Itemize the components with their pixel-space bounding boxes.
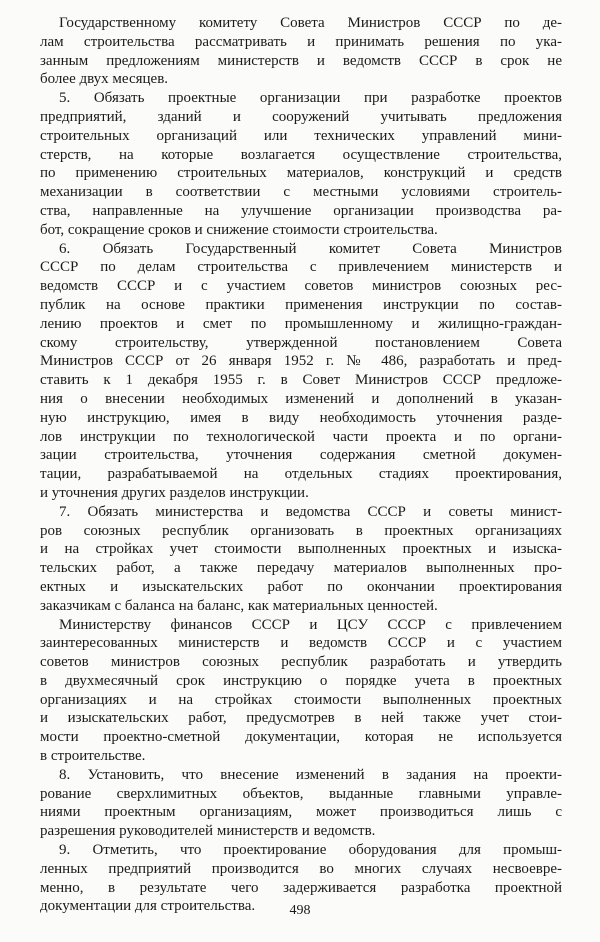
text-line: тации, разрабатываемой на отдельных стадиях проектирования, <box>40 466 562 483</box>
text-line: ведомств СССР и с участием советов министров союзных рес- <box>40 278 562 295</box>
text-line: организациях и на стройках стоимости выполненных проектных <box>40 691 562 708</box>
text-line: советов министров союзных республик разработать и утвердить <box>40 654 562 671</box>
text-line: заказчикам с баланса на баланс, как материальных ценностей. <box>40 597 438 614</box>
text-line: скому строительству, утвержденной постановлением Совета <box>40 334 562 351</box>
text-line: 8. Установить, что внесение изменений в задания на проекти- <box>59 766 562 783</box>
text-line: ную инструкцию, имея в виду необходимость уточнения разде- <box>40 409 562 426</box>
text-line: ниями проектным организациям, может производиться лишь с <box>40 804 562 821</box>
text-line: Государственному комитету Совета Министров СССР по де- <box>59 15 562 31</box>
text-line: разрешения руководителей министерств и ведомств. <box>40 823 376 840</box>
text-line: лам строительства рассматривать и принимать решения по ука- <box>40 33 562 50</box>
text-line: и на стройках учет стоимости выполненных проектных и изыска- <box>40 541 562 558</box>
text-line: менно, в результате чего задерживается разработка проектной <box>40 879 562 896</box>
paragraph <box>40 503 562 616</box>
text-line: 6. Обязать Государственный комитет Совета Министров <box>59 240 562 257</box>
paragraph <box>40 240 562 503</box>
text-line: 9. Отметить, что проектирование оборудования для промыш- <box>59 842 562 859</box>
page-number: 498 <box>289 903 311 918</box>
text-line: строительных организаций или технических управлений мини- <box>40 127 562 144</box>
text-line: лению проектов и смет по промышленному и жилищно-граждан- <box>40 315 562 332</box>
text-line: ставить к 1 декабря 1955 г. в Совет Министров СССР предложе- <box>40 372 562 389</box>
paragraph <box>40 616 562 766</box>
document-body <box>40 14 562 916</box>
text-line: лов инструкции по технологической части проекта и по органи- <box>40 428 562 445</box>
text-line: в двухмесячный срок инструкцию о порядке учета в проектных <box>40 672 562 689</box>
text-line: ства, направленные на улучшение организации производства ра- <box>40 202 562 219</box>
text-line: занным предложениям министерств и ведомств СССР в срок не <box>40 52 562 69</box>
text-line: ектных и изыскательских работ по окончании проектирования <box>40 578 562 595</box>
text-line: ния о внесении необходимых изменений и дополнений в указан- <box>40 390 562 407</box>
text-line: 5. Обязать проектные организации при разработке проектов <box>59 90 562 107</box>
text-line: и уточнения других разделов инструкции. <box>40 484 309 501</box>
text-line: тельских работ, а также передачу материалов выполненных про- <box>40 560 562 577</box>
text-line: предприятий, зданий и сооружений учитывать предложения <box>40 108 562 125</box>
text-line: зации строительства, уточнения содержания сметной докумен- <box>40 447 562 464</box>
paragraph <box>40 14 562 89</box>
text-line: публик на основе практики применения инструкции по состав- <box>40 296 562 313</box>
text-line: ленных предприятий производится во многих случаях несвоевре- <box>40 860 562 877</box>
text-line: более двух месяцев. <box>40 71 169 88</box>
text-line: документации для строительства. <box>40 898 256 915</box>
text-line: бот, сокращение сроков и снижение стоимости строительства. <box>40 221 438 238</box>
text-line: стерств, на которые возлагается осуществление строительства, <box>40 146 562 163</box>
text-line: механизации в соответствии с местными условиями строитель- <box>40 184 562 201</box>
text-line: 7. Обязать министерства и ведомства СССР и советы минист- <box>59 503 562 520</box>
paragraph <box>40 766 562 841</box>
text-line: СССР по делам строительства с привлечением министерств и <box>40 259 562 276</box>
text-line: рование сверхлимитных объектов, выданные главными управле- <box>40 785 562 802</box>
text-line: ров союзных республик организовать в проектных организациях <box>40 522 562 539</box>
paragraph <box>40 89 562 239</box>
text-line: Министерству финансов СССР и ЦСУ СССР с привлечением <box>59 616 562 633</box>
text-line: заинтересованных министерств и ведомств СССР и с участием <box>40 635 562 652</box>
text-line: в строительстве. <box>40 748 146 765</box>
text-line: мости проектно-сметной документации, которая не используется <box>40 729 562 746</box>
text-line: Министров СССР от 26 января 1952 г. № 486, разработать и пред- <box>40 353 562 370</box>
text-line: и изыскательских работ, предусмотрев в ней также учет стои- <box>40 710 562 727</box>
text-line: по применению строительных материалов, конструкций и средств <box>40 165 562 182</box>
